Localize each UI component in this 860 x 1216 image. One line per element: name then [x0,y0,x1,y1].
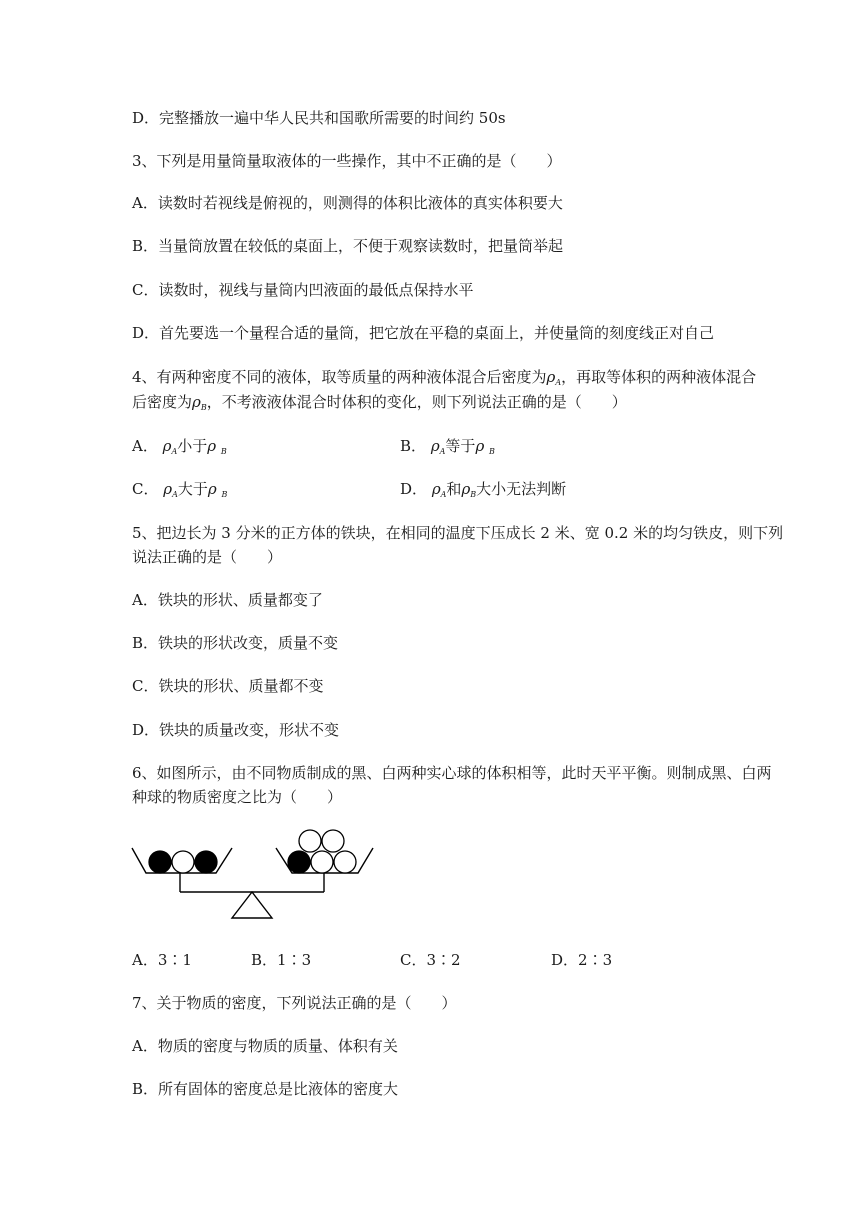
balance-scale-drawing [128,826,388,926]
white-ball [311,851,333,873]
rho-b-symbol: ρ [207,437,217,455]
q3-option-a: A．读数时若视线是俯视的，则测得的体积比液体的真实体积要大 [132,194,563,212]
q4-option-c-relation: 大于 [177,480,208,498]
q6-stem-line1: 6、如图所示，由不同物质制成的黑、白两种实心球的体积相等，此时天平平衡。则制成黑、白两 [132,764,772,782]
q3-option-d: D．首先要选一个量程合适的量筒，把它放在平稳的桌面上，并使量筒的刻度线正对自己 [132,324,715,342]
q4-option-b-label: B． [400,437,427,455]
rho-a-subscript: A [172,490,178,499]
q3-option-b: B．当量筒放置在较低的桌面上，不便于观察读数时，把量筒举起 [132,237,564,255]
balance-scale-figure [128,826,388,930]
q3-stem: 3、下列是用量筒量取液体的一些操作，其中不正确的是（ ） [132,152,562,170]
q4-stem-line2-text-b: ，不考液液体混合时体积的变化，则下列说法正确的是（ ） [206,393,627,411]
q3-option-c: C．读数时，视线与量筒内凹液面的最低点保持水平 [132,281,474,299]
q4-option-d [400,478,566,499]
q6-option-c: C．3∶2 [400,951,461,969]
rho-a-symbol: ρ [430,437,440,455]
q5-option-a: A．铁块的形状、质量都变了 [132,591,323,609]
q4-option-d-label: D． [400,480,428,498]
q7-option-b: B．所有固体的密度总是比液体的密度大 [132,1080,399,1098]
q4-option-a-label: A． [132,437,158,455]
q5-stem-line2: 说法正确的是（ ） [132,548,283,566]
rho-a-subscript: A [440,490,447,499]
q5-option-c: C．铁块的形状、质量都不变 [132,677,324,695]
white-ball [322,830,344,852]
q4-option-c [132,478,227,499]
q4-option-a-relation: 小于 [177,437,208,455]
rho-b-symbol: ρ [475,437,485,455]
q7-option-a: A．物质的密度与物质的质量、体积有关 [132,1037,398,1055]
fulcrum-triangle [232,892,272,918]
rho-b-subscript: B [200,403,207,412]
rho-a-symbol: ρ [163,480,173,498]
q4-option-d-conjunction: 和 [446,480,462,498]
q5-option-b: B．铁块的形状改变，质量不变 [132,634,339,652]
q4-stem-line1-text-b: ，再取等体积的两种液体混合 [561,368,757,386]
q6-stem-line2: 种球的物质密度之比为（ ） [132,788,343,806]
rho-b-symbol: ρ [207,480,217,498]
q4-option-d-end: 大小无法判断 [476,480,567,498]
q5-option-d: D．铁块的质量改变，形状不变 [132,721,340,739]
rho-b-subscript: B [220,447,227,456]
q6-option-d: D．2∶3 [551,951,613,969]
q4-option-c-label: C． [132,480,159,498]
q6-option-a: A．3∶1 [132,951,192,969]
rho-b-subscript: B [470,490,477,499]
rho-a-subscript: A [555,378,562,387]
white-ball [299,830,321,852]
rho-b-symbol: ρ [461,480,471,498]
rho-a-symbol: ρ [431,480,441,498]
q4-stem-line2-text-a: 后密度为 [132,393,193,411]
rho-b-symbol: ρ [192,393,201,411]
q4-option-a [132,435,227,456]
q4-option-b-relation: 等于 [445,437,476,455]
rho-a-subscript: A [171,447,178,456]
black-ball [195,851,217,873]
q6-option-b: B．1∶3 [251,951,312,969]
white-ball [334,851,356,873]
q4-stem-line1-text-a: 4、有两种密度不同的液体，取等质量的两种液体混合后密度为 [132,368,547,386]
black-ball [288,851,310,873]
black-ball [149,851,171,873]
q4-stem-line2 [132,391,627,412]
q4-option-b [400,435,495,456]
q7-stem: 7、关于物质的密度，下列说法正确的是（ ） [132,994,457,1012]
rho-b-subscript: B [221,490,228,499]
q4-stem-line1 [132,366,756,387]
q5-stem-line1: 5、把边长为 3 分米的正方体的铁块，在相同的温度下压成长 2 米、宽 0.2 米的均匀铁皮，则下列 [132,524,784,542]
rho-b-subscript: B [489,447,495,456]
q2-option-d: D．完整播放一遍中华人民共和国歌所需要的时间约 50s [132,109,506,127]
white-ball [172,851,194,873]
rho-a-subscript: A [439,447,446,456]
rho-a-symbol: ρ [546,368,556,386]
rho-a-symbol: ρ [162,437,172,455]
